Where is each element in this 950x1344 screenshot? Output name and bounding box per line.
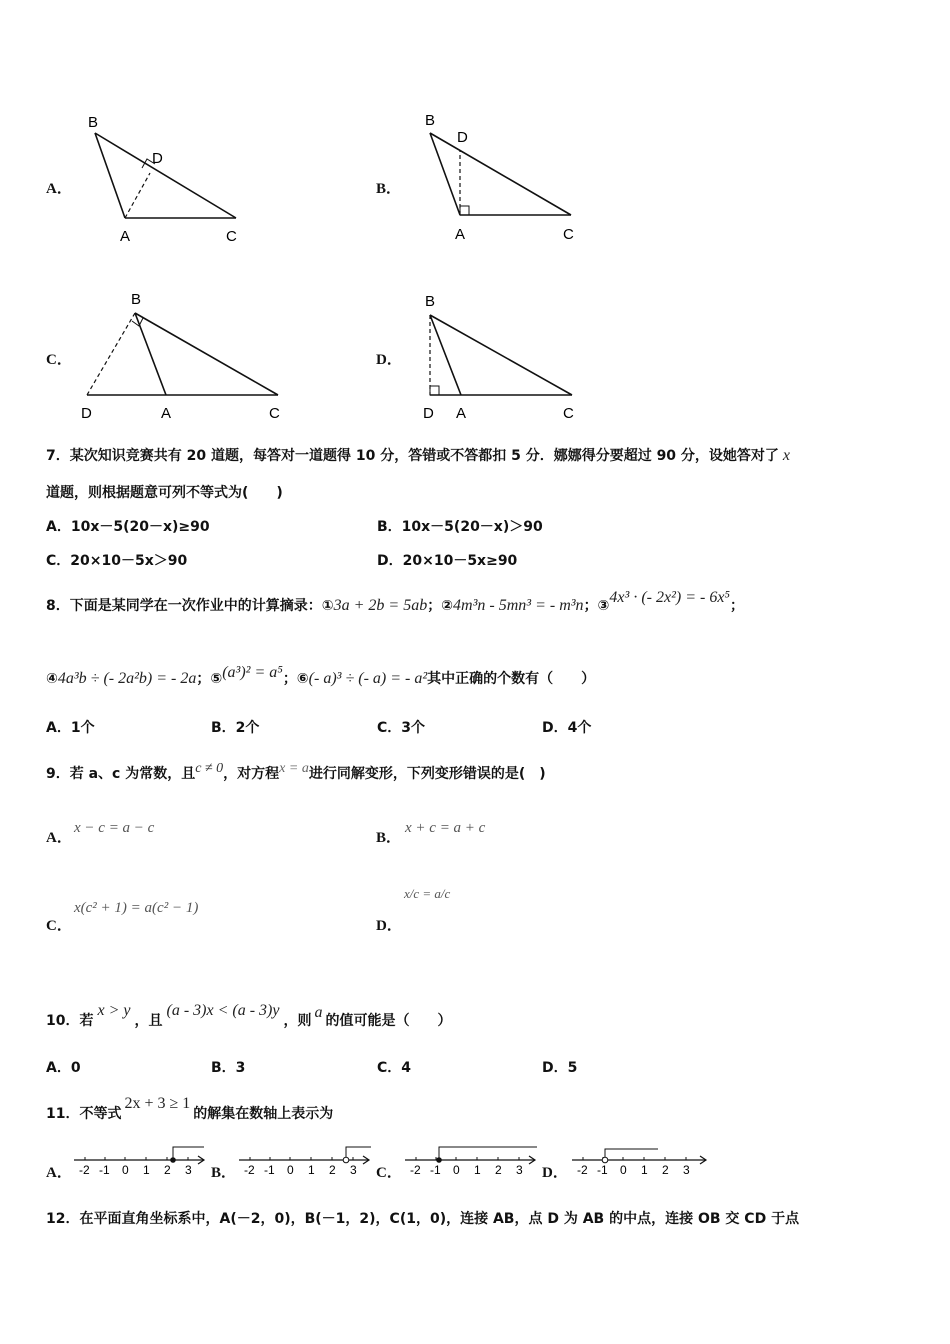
question-10-option-b: B．3 — [211, 1060, 246, 1076]
point-c-label: C — [563, 226, 574, 243]
tick-label: 3 — [516, 1163, 523, 1177]
question-7-line-2: 道题，则根据题意可列不等式为( ) — [46, 485, 283, 501]
tick-label: 1 — [641, 1163, 648, 1177]
tick-label: 1 — [143, 1163, 150, 1177]
question-9-option-c-label: C． — [46, 918, 72, 934]
question-12-stem: 12．在平面直角坐标系中，A(－2，0)，B(－1，2)，C(1，0)，连接 AB，点 D 为 AB 的中点，连接 OB 交 CD 于点 — [46, 1211, 800, 1227]
tick-label: 3 — [350, 1163, 357, 1177]
question-9-option-b-label: B． — [376, 830, 402, 846]
question-10-stem: 10．若x > y，且(a - 3)x < (a - 3)y，则 a 的值可能是（ ） — [46, 1002, 452, 1029]
triangle-figure-d — [415, 285, 595, 425]
number-line-b — [235, 1143, 375, 1179]
expression-4: 4a³b ÷ (- 2a²b) = - 2a — [57, 670, 197, 687]
number-line-a — [70, 1143, 210, 1179]
question-7-line-1: 7．某次知识竞赛共有 20 道题，每答对一道题得 10 分，答错或不答都扣 5 分．娜娜得分要超过 90 分，设她答对了 x — [46, 447, 791, 464]
point-d-label: D — [457, 129, 468, 146]
tick-label: -2 — [410, 1163, 421, 1177]
number-line-d-label: D． — [542, 1165, 568, 1181]
point-c-label: C — [269, 405, 280, 422]
question-9-option-d-expr: x/c = a/c — [404, 886, 451, 901]
point-a-label: A — [120, 228, 131, 245]
tick-label: 3 — [185, 1163, 192, 1177]
tick-label: 2 — [329, 1163, 336, 1177]
number-line-b-label: B． — [211, 1165, 237, 1181]
point-b-label: B — [88, 114, 99, 131]
tick-label: 1 — [474, 1163, 481, 1177]
tick-label: 0 — [122, 1163, 129, 1177]
question-8-option-b: B．2个 — [211, 720, 260, 736]
question-8-option-c: C．3个 — [377, 720, 426, 736]
point-c-label: C — [563, 405, 574, 422]
number-line-c-label: C． — [376, 1165, 402, 1181]
tick-label: 2 — [662, 1163, 669, 1177]
option-c-label: C． — [46, 352, 72, 368]
point-a-label: A — [455, 226, 466, 243]
point-c-label: C — [226, 228, 237, 245]
tick-label: -1 — [264, 1163, 275, 1177]
question-9-option-a-label: A． — [46, 830, 72, 846]
point-d-label: D — [81, 405, 92, 422]
tick-label: 3 — [683, 1163, 690, 1177]
question-7-option-d: D．20×10－5x≥90 — [377, 553, 518, 569]
tick-label: -2 — [79, 1163, 90, 1177]
triangle-figure-c — [75, 285, 290, 425]
expression-3: 4x³ · (- 2x²) = - 6x⁵ — [609, 589, 730, 606]
point-a-label: A — [456, 405, 467, 422]
point-d-label: D — [152, 150, 163, 167]
triangle-figure-a — [80, 105, 260, 250]
option-d-label: D． — [376, 352, 402, 368]
tick-label: -1 — [597, 1163, 608, 1177]
tick-label: 2 — [495, 1163, 502, 1177]
question-7-option-b: B．10x－5(20－x)＞90 — [377, 519, 543, 535]
tick-label: -2 — [577, 1163, 588, 1177]
point-b-label: B — [425, 112, 436, 129]
question-9-option-c-expr: x(c² + 1) = a(c² − 1) — [74, 900, 199, 916]
question-9-option-b-expr: x + c = a + c — [405, 820, 486, 836]
question-8-option-a: A．1个 — [46, 720, 95, 736]
question-9-stem: 9．若 a、c 为常数，且c ≠ 0，对方程x = a进行同解变形，下列变形错误的是( ) — [46, 761, 546, 782]
tick-label: 1 — [308, 1163, 315, 1177]
tick-label: 2 — [164, 1163, 171, 1177]
number-line-d — [568, 1143, 713, 1179]
triangle-figure-b — [415, 105, 595, 250]
tick-label: 0 — [453, 1163, 460, 1177]
point-a-label: A — [161, 405, 172, 422]
question-9-option-a-expr: x − c = a − c — [74, 820, 155, 836]
tick-label: -1 — [99, 1163, 110, 1177]
question-9-option-d-label: D． — [376, 918, 402, 934]
point-b-label: B — [131, 291, 142, 308]
point-d-label: D — [423, 405, 434, 422]
question-10-option-d: D．5 — [542, 1060, 578, 1076]
question-10-option-c: C．4 — [377, 1060, 412, 1076]
question-8-option-d: D．4个 — [542, 720, 592, 736]
question-8-line-2: ④4a³b ÷ (- 2a²b) = - 2a；⑤(a³)² = a⁵；⑥(- a)³ ÷ (- a) = - a²其中正确的个数有（ ） — [46, 664, 596, 687]
option-b-label: B． — [376, 181, 402, 197]
question-10-option-a: A．0 — [46, 1060, 81, 1076]
tick-label: 0 — [620, 1163, 627, 1177]
tick-label: 0 — [287, 1163, 294, 1177]
question-7-option-c: C．20×10－5x＞90 — [46, 553, 188, 569]
expression-6: (- a)³ ÷ (- a) = - a² — [308, 670, 428, 687]
tick-label: -1 — [430, 1163, 441, 1177]
number-line-c — [401, 1143, 541, 1179]
question-8-line-1: 8．下面是某同学在一次作业中的计算摘录：①3a + 2b = 5ab；②4m³n - 5mn³ = - m³n；③4x³ · (- 2x²) = - 6x⁵； — [46, 589, 744, 614]
tick-label: -2 — [244, 1163, 255, 1177]
expression-2: 4m³n - 5mn³ = - m³n — [453, 597, 584, 614]
point-b-label: B — [425, 293, 436, 310]
number-line-a-label: A． — [46, 1165, 72, 1181]
expression-1: 3a + 2b = 5ab — [333, 597, 428, 614]
question-11-stem: 11．不等式2x + 3 ≥ 1的解集在数轴上表示为 — [46, 1095, 334, 1122]
option-a-label: A． — [46, 181, 72, 197]
question-7-option-a: A．10x－5(20－x)≥90 — [46, 519, 210, 535]
expression-5: (a³)² = a⁵ — [222, 664, 283, 681]
